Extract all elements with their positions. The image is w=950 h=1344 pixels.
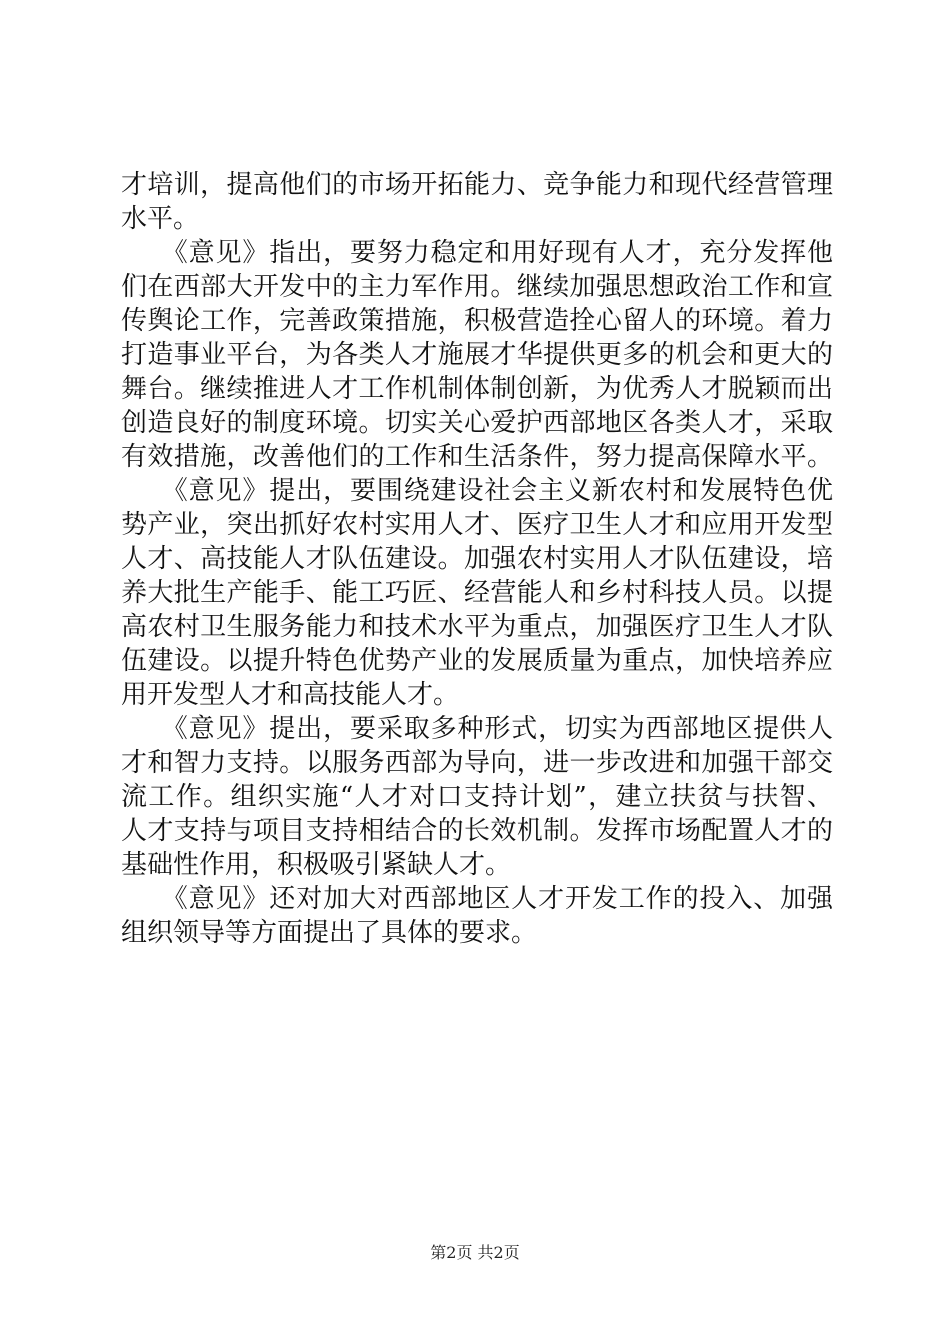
text-line: 人才支持与项目支持相结合的长效机制。发挥市场配置人才的 [121, 816, 833, 846]
text-line: 高农村卫生服务能力和技术水平为重点，加强医疗卫生人才队 [121, 612, 833, 642]
paragraph [121, 168, 833, 236]
paragraph [121, 882, 833, 950]
text-line: 伍建设。以提升特色优势产业的发展质量为重点，加快培养应 [121, 646, 833, 676]
text-line: 才培训，提高他们的市场开拓能力、竞争能力和现代经营管理 [121, 170, 833, 200]
text-line: 流工作。组织实施“人才对口支持计划”，建立扶贫与扶智、 [121, 782, 833, 812]
paragraph [121, 236, 833, 474]
text-line: 势产业，突出抓好农村实用人才、医疗卫生人才和应用开发型 [121, 510, 833, 540]
document-body [121, 168, 833, 950]
text-line: 用开发型人才和高技能人才。 [121, 680, 460, 710]
paragraph [121, 712, 833, 882]
text-line: 舞台。继续推进人才工作机制体制创新，为优秀人才脱颖而出 [121, 374, 833, 404]
text-line: 《意见》提出，要采取多种形式，切实为西部地区提供人 [121, 714, 833, 744]
text-line: 《意见》还对加大对西部地区人才开发工作的投入、加强 [121, 884, 833, 914]
paragraph [121, 474, 833, 712]
text-line: 基础性作用，积极吸引紧缺人才。 [121, 850, 512, 880]
text-line: 传舆论工作，完善政策措施，积极营造拴心留人的环境。着力 [121, 306, 833, 336]
text-line: 人才、高技能人才队伍建设。加强农村实用人才队伍建设，培 [121, 544, 833, 574]
text-line: 《意见》提出，要围绕建设社会主义新农村和发展特色优 [121, 476, 833, 506]
text-line: 水平。 [121, 204, 200, 234]
text-line: 《意见》指出，要努力稳定和用好现有人才，充分发挥他 [121, 238, 833, 268]
text-line: 养大批生产能手、能工巧匠、经营能人和乡村科技人员。以提 [121, 578, 833, 608]
text-line: 才和智力支持。以服务西部为导向，进一步改进和加强干部交 [121, 748, 833, 778]
text-line: 打造事业平台，为各类人才施展才华提供更多的机会和更大的 [121, 340, 833, 370]
text-line: 有效措施，改善他们的工作和生活条件，努力提高保障水平。 [121, 442, 833, 472]
text-line: 创造良好的制度环境。切实关心爱护西部地区各类人才，采取 [121, 408, 833, 438]
text-line: 组织领导等方面提出了具体的要求。 [121, 918, 538, 948]
text-line: 们在西部大开发中的主力军作用。继续加强思想政治工作和宣 [121, 272, 833, 302]
page-number-footer: 第2页 共2页 [430, 1243, 520, 1262]
